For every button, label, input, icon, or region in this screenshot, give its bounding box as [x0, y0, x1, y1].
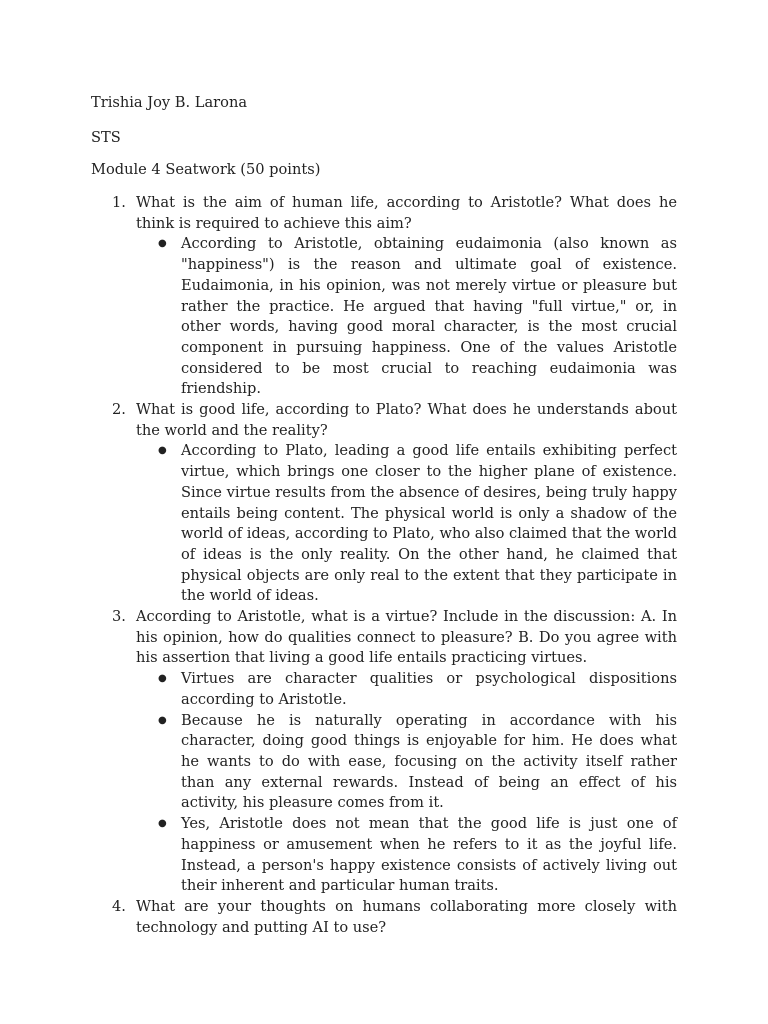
answer-list — [0, 669, 768, 897]
answer-text: Because he is naturally operating in accordance with his character, doing good things is enjoyable for him. He does what he wants to do with ease, focusing on the activity itself rather than any external rewards. Instead of being an effect of his activity, his pleasure comes from it. — [181, 711, 677, 812]
answer-item — [158, 711, 677, 815]
answer-item — [158, 814, 677, 897]
question-item — [0, 607, 768, 897]
bullet-icon: ● — [158, 238, 167, 250]
question-text: What is the aim of human life, according to Aristotle? What does he think is required to achieve this aim? — [136, 194, 677, 232]
question-number: 3. — [112, 608, 126, 626]
bullet-icon: ● — [158, 673, 167, 685]
bullet-icon: ● — [158, 714, 167, 726]
answer-item — [158, 234, 677, 400]
question-number: 1. — [112, 194, 126, 211]
question-number: 2. — [112, 401, 126, 419]
assignment-title: Module 4 Seatwork (50 points) — [91, 161, 321, 178]
question-number: 4. — [112, 897, 126, 915]
answer-text: Virtues are character qualities or psychological dispositions according to Aristotle. — [181, 670, 677, 708]
answer-text: Yes, Aristotle does not mean that the good life is just one of happiness or amusement when he refers to it as the joyful life. Instead, a person's happy existence consists of actively living out their inherent and particular human traits. — [181, 815, 677, 895]
answer-item — [158, 441, 677, 607]
question-item — [0, 897, 768, 938]
bullet-icon: ● — [158, 445, 167, 457]
question-item — [0, 400, 768, 607]
answer-text: According to Plato, leading a good life entails exhibiting perfect virtue, which brings one closer to the higher plane of existence. Since virtue results from the absence of desires, being truly happy entails being content. The physical world is only a shadow of the world of ideas, according to Plato, who also claimed that the world of ideas is the only reality. On the other hand, he claimed that physical objects are only real to the extent that they participate in the world of ideas. — [181, 442, 677, 605]
answer-list — [0, 441, 768, 607]
question-list — [0, 193, 768, 938]
author-name: Trishia Joy B. Larona — [91, 94, 248, 111]
subject-line: STS — [91, 129, 121, 146]
question-text: What are your thoughts on humans collaborating more closely with technology and putting AI to use? — [136, 897, 677, 936]
answer-item — [158, 669, 677, 710]
bullet-icon: ● — [158, 818, 167, 830]
question-item — [0, 193, 768, 400]
answer-list — [0, 234, 768, 400]
question-text: What is good life, according to Plato? What does he understands about the world and the reality? — [136, 401, 677, 439]
question-text: According to Aristotle, what is a virtue? Include in the discussion: A. In his opinion, how do qualities connect to pleasure? B. Do you agree with his assertion that living a good life entails practicing virtues. — [136, 608, 677, 667]
answer-text: According to Aristotle, obtaining eudaimonia (also known as "happiness") is the reason and ultimate goal of existence. Eudaimonia, in his opinion, was not merely virtue or pleasure but rather the practice. He argued that having "full virtue," or, in other words, having good moral character, is the most crucial component in pursuing happiness. One of the values Aristotle considered to be most crucial to reaching eudaimonia was friendship. — [181, 235, 677, 398]
